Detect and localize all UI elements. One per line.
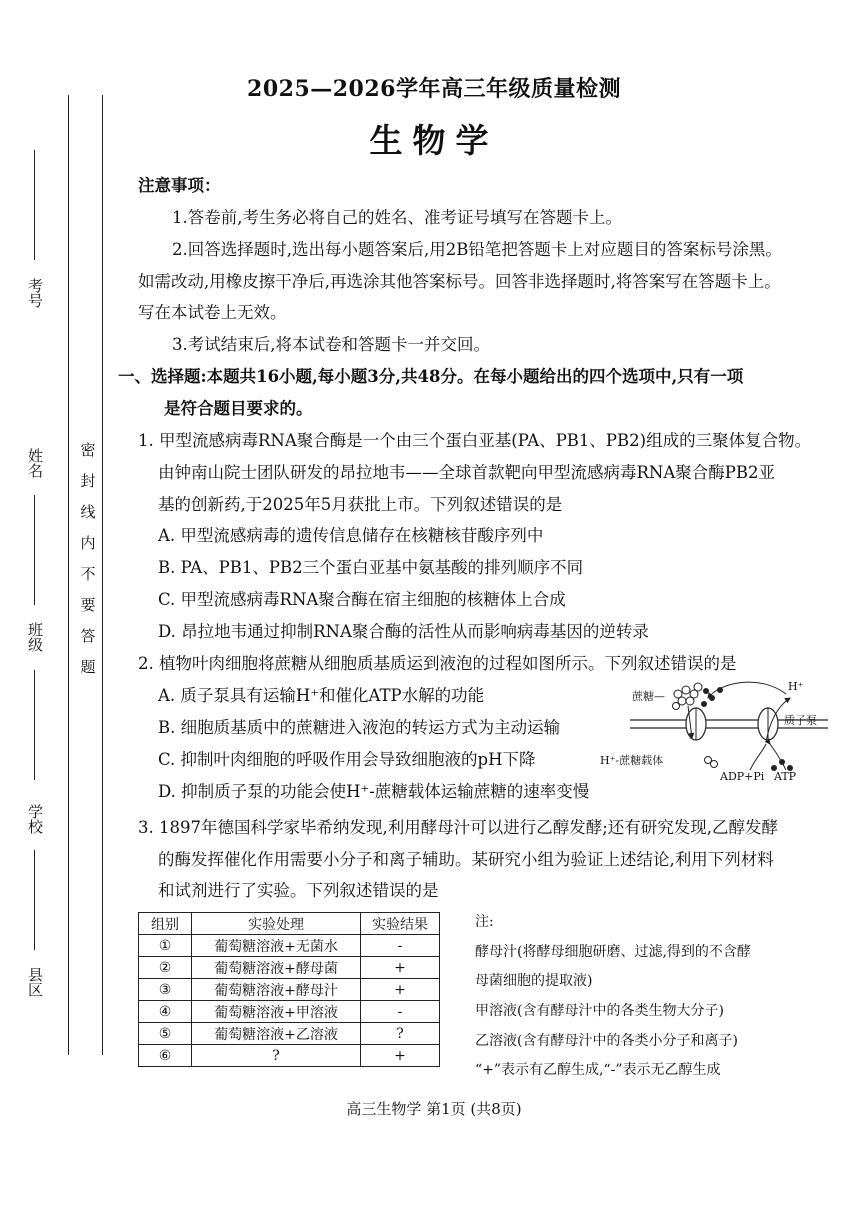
fig-label-adp: ADP+Pi	[720, 770, 765, 783]
margin-line-right	[102, 95, 103, 1055]
notice-heading: 注意事项：	[138, 176, 221, 195]
table-header: 实验处理	[192, 913, 361, 935]
fig-label-carrier: H⁺-蔗糖载体	[600, 754, 664, 767]
note-line: 乙溶液(含有酵母汁中的各类小分子和离子)	[475, 1033, 738, 1049]
table-row	[139, 935, 440, 957]
note-line: “+”表示有乙醇生成,“-”表示无乙醇生成	[475, 1062, 721, 1078]
table-header: 实验结果	[361, 913, 440, 935]
seal-char: 内	[80, 534, 96, 552]
q1-option-c: C. 甲型流感病毒RNA聚合酶在宿主细胞的核糖体上合成	[158, 590, 566, 609]
notice-item-2: 2.回答选择题时,选出每小题答案后,用2B铅笔把答题卡上对应题目的答案标号涂黑。	[172, 240, 782, 259]
experiment-table	[138, 912, 440, 1067]
table-cell: -	[361, 935, 440, 957]
table-cell: 葡萄糖溶液+乙溶液	[192, 1023, 361, 1045]
seal-char: 不	[80, 565, 96, 583]
margin-line-left	[68, 95, 69, 1055]
subject-title: 生物学	[369, 121, 499, 160]
exam-title: 2025—2026学年高三年级质量检测	[247, 76, 621, 102]
q3-stem-cont: 和试剂进行了实验。下列叙述错误的是	[158, 881, 439, 900]
table-cell: +	[361, 1045, 440, 1067]
q1-stem: 1. 甲型流感病毒RNA聚合酶是一个由三个蛋白亚基(PA、PB1、PB2)组成的三聚体复合物。	[138, 431, 812, 450]
table-cell: +	[361, 957, 440, 979]
table-cell: ⑥	[139, 1045, 192, 1067]
notice-item-2-cont: 如需改动,用橡皮擦干净后,再选涂其他答案标号。回答非选择题时,将答案写在答题卡上。	[138, 272, 781, 291]
notice-item-3: 3.考试结束后,将本试卷和答题卡一并交回。	[172, 335, 490, 354]
q1-stem-cont: 基的创新药,于2025年5月获批上市。下列叙述错误的是	[158, 495, 563, 514]
seal-char: 线	[80, 503, 96, 521]
table-cell: 葡萄糖溶液+甲溶液	[192, 1001, 361, 1023]
table-cell: ③	[139, 979, 192, 1001]
school-label: 学校	[26, 804, 44, 834]
table-cell: 葡萄糖溶液+酵母菌	[192, 957, 361, 979]
table-cell: 葡萄糖溶液+无菌水	[192, 935, 361, 957]
table-cell: ?	[361, 1023, 440, 1045]
seal-text	[80, 443, 96, 675]
note-line: 酵母汁(将酵母细胞研磨、过滤,得到的不含酵	[475, 944, 751, 960]
table-header: 组别	[139, 913, 192, 935]
seal-char: 密	[80, 441, 96, 459]
q3-stem-cont: 的酶发挥催化作用需要小分子和离子辅助。某研究小组为验证上述结论,利用下列材料	[158, 850, 774, 869]
table-row	[139, 1001, 440, 1023]
name-label: 姓名	[26, 448, 44, 478]
table-row	[139, 979, 440, 1001]
fig-label-h: H⁺	[788, 680, 804, 693]
table-row	[139, 957, 440, 979]
table-header-row	[139, 913, 440, 935]
note-title: 注:	[475, 914, 494, 930]
fig-label-atp: ATP	[774, 770, 797, 783]
q1-option-b: B. PA、PB1、PB2三个蛋白亚基中氨基酸的排列顺序不同	[158, 558, 584, 577]
seal-char: 答	[80, 627, 96, 645]
seal-char: 封	[80, 472, 96, 490]
fig-label-sucrose: 蔗糖—	[632, 690, 665, 703]
note-line: 母菌细胞的提取液)	[475, 973, 593, 989]
seal-char: 题	[80, 658, 96, 676]
notice-item-2-cont: 写在本试卷上无效。	[138, 303, 287, 322]
q2-stem: 2. 植物叶肉细胞将蔗糖从细胞质基质运到液泡的过程如图所示。下列叙述错误的是	[138, 654, 737, 673]
q1-stem-cont: 由钟南山院士团队研发的昂拉地韦——全球首款靶向甲型流感病毒RNA聚合酶PB2亚	[158, 463, 776, 482]
section-heading: 一、选择题:本题共16小题,每小题3分,共48分。在每小题给出的四个选项中,只有一项	[118, 367, 744, 386]
q2-figure	[600, 676, 835, 784]
table-cell: ①	[139, 935, 192, 957]
table-cell: 葡萄糖溶液+酵母汁	[192, 979, 361, 1001]
q2-option-b: B. 细胞质基质中的蔗糖进入液泡的转运方式为主动运输	[158, 718, 561, 737]
notice-item-1: 1.答卷前,考生务必将自己的姓名、准考证号填写在答题卡上。	[172, 208, 622, 227]
q2-option-d: D. 抑制质子泵的功能会使H⁺-蔗糖载体运输蔗糖的速率变慢	[158, 782, 590, 801]
table-cell: ?	[192, 1045, 361, 1067]
class-blank[interactable]	[34, 670, 35, 780]
name-blank[interactable]	[34, 495, 35, 605]
exam-no-label: 考号	[26, 278, 44, 308]
class-label: 班级	[26, 622, 44, 652]
fig-label-pump: 质子泵	[784, 714, 817, 727]
exam-no-blank[interactable]	[34, 150, 35, 260]
note-line: 甲溶液(含有酵母汁中的各类生物大分子)	[475, 1003, 724, 1019]
table-cell: -	[361, 1001, 440, 1023]
q2-option-c: C. 抑制叶肉细胞的呼吸作用会导致细胞液的pH下降	[158, 750, 536, 769]
table-cell: ④	[139, 1001, 192, 1023]
table-row	[139, 1023, 440, 1045]
seal-char: 要	[80, 596, 96, 614]
section-heading-cont: 是符合题目要求的。	[164, 399, 313, 418]
table-cell: ②	[139, 957, 192, 979]
q3-stem: 3. 1897年德国科学家毕希纳发现,利用酵母汁可以进行乙醇发酵;还有研究发现,乙醇发酵	[138, 818, 779, 837]
district-label: 县区	[26, 967, 44, 997]
q2-option-a: A. 质子泵具有运输H⁺和催化ATP水解的功能	[158, 686, 485, 705]
school-blank[interactable]	[34, 850, 35, 950]
table-cell: ⑤	[139, 1023, 192, 1045]
page-footer: 高三生物学 第1页 (共8页)	[346, 1100, 522, 1118]
q1-option-d: D. 昂拉地韦通过抑制RNA聚合酶的活性从而影响病毒基因的逆转录	[158, 622, 649, 641]
table-row	[139, 1045, 440, 1067]
table-cell: +	[361, 979, 440, 1001]
q1-option-a: A. 甲型流感病毒的遗传信息储存在核糖核苷酸序列中	[158, 526, 544, 545]
